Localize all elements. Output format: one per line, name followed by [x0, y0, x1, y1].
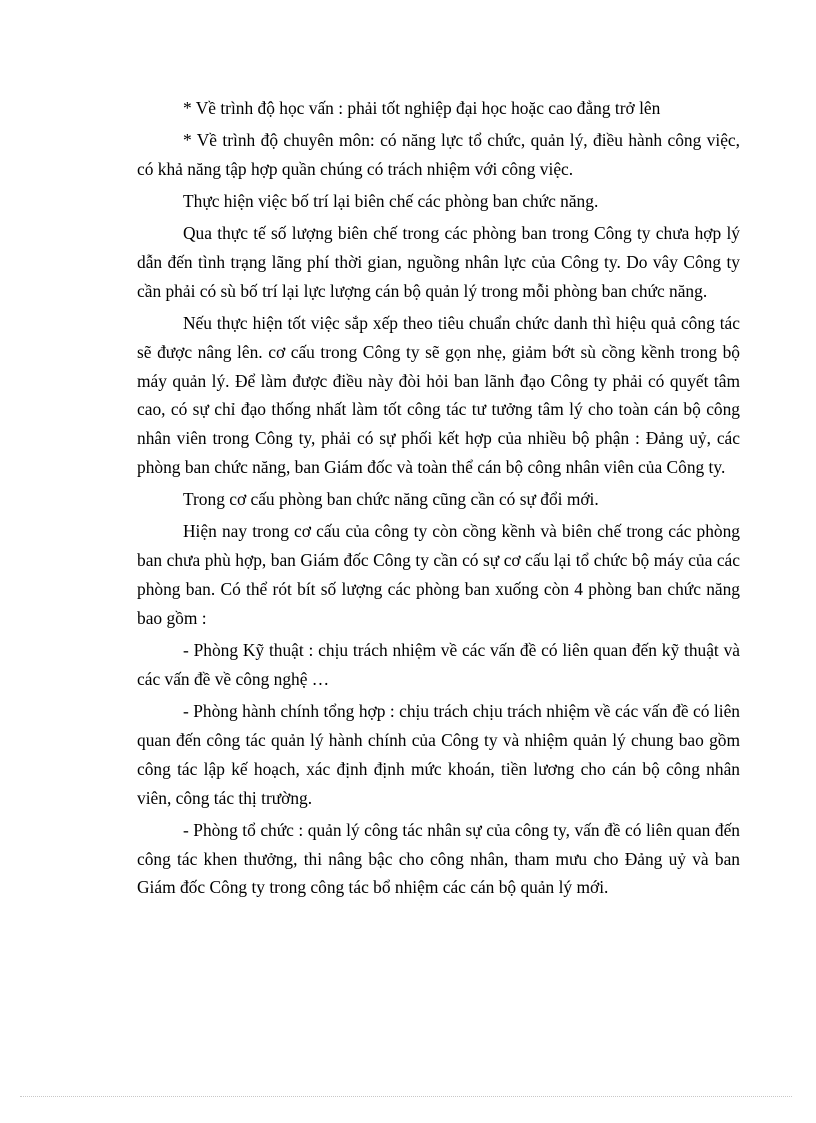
- page-bottom-divider: [20, 1096, 792, 1097]
- paragraph-admin-department: - Phòng hành chính tổng hợp : chịu trách chịu trách nhiệm về các vấn đề có liên quan đến công tác quản lý hành chính của Công ty và nhiệm quản lý chung bao gồm công tác lập kế hoạch, xác định định mức khoán, tiền lương cho cán bộ công nhân viên, công tác thị trường.: [137, 700, 740, 808]
- paragraph-title-standards: Nếu thực hiện tốt việc sắp xếp theo tiêu chuẩn chức danh thì hiệu quả công tác sẽ được nâng lên. cơ cấu trong Công ty sẽ gọn nhẹ, giảm bớt sù cồng kềnh trong bộ máy quản lý. Để làm được điều này đòi hỏi ban lãnh đạo Công ty phải có quyết tâm cao, có sự chỉ đạo thống nhất làm tốt công tác tư tưởng tâm lý cho toàn cán bộ công nhân viên trong Công ty, phải có sự phối kết hợp của nhiều bộ phận : Đảng uỷ, các phòng ban chức năng, ban Giám đốc và toàn thể cán bộ công nhân viên của Công ty.: [137, 312, 740, 478]
- paragraph-organization-department: - Phòng tổ chức : quản lý công tác nhân sự của công ty, vấn đề có liên quan đến công tác khen thưởng, thi nâng bậc cho công nhân, tham mưu cho Đảng uỷ và ban Giám đốc Công ty trong công tác bổ nhiệm các cán bộ quản lý mới.: [137, 819, 740, 898]
- paragraph-structure-renewal: Trong cơ cấu phòng ban chức năng cũng cần có sự đổi mới.: [183, 489, 599, 510]
- document-body: [137, 94, 740, 902]
- paragraph-technical-department: - Phòng Kỹ thuật : chịu trách nhiệm về các vấn đề có liên quan đến kỹ thuật và các vấn đề về công nghệ …: [137, 639, 740, 689]
- paragraph-education-requirement: * Về trình độ học vấn : phải tốt nghiệp đại học hoặc cao đẳng trở lên: [183, 98, 661, 118]
- paragraph-reorganize-staffing: Thực hiện việc bố trí lại biên chế các phòng ban chức năng.: [183, 190, 599, 211]
- paragraph-current-structure: Hiện nay trong cơ cấu của công ty còn cồng kềnh và biên chế trong các phòng ban chưa phù hợp, ban Giám đốc Công ty cần có sự cơ cấu lại tổ chức bộ máy của các phòng ban. Có thể rót bít số lượng các phòng ban xuống còn 4 phòng ban chức năng bao gồm :: [137, 521, 740, 628]
- paragraph-staffing-reality: Qua thực tế số lượng biên chế trong các phòng ban trong Công ty chưa hợp lý dẫn đến tình trạng lãng phí thời gian, nguồng nhân lực của Công ty. Do vây Công ty cần phải có sù bố trí lại lực lượng cán bộ quản lý trong mỗi phòng ban chức năng.: [137, 222, 740, 301]
- paragraph-professional-requirement: * Về trình độ chuyên môn: có năng lực tổ chức, quản lý, điều hành công việc, có khả năng tập hợp quần chúng có trách nhiệm với công việc.: [137, 130, 740, 179]
